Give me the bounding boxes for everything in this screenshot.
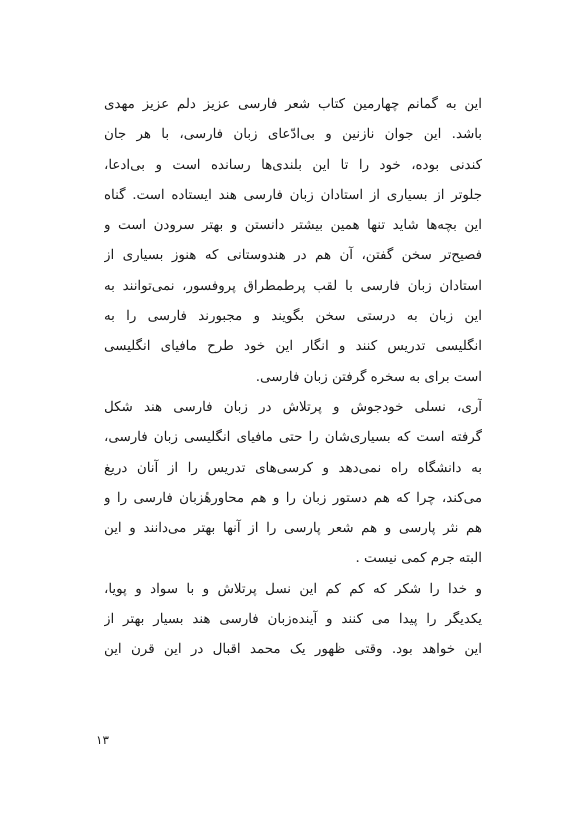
page-number: ۱۳ xyxy=(96,733,109,747)
text-line: البته جرم کمی نیست . xyxy=(355,551,482,567)
text-line: جلوتر از بسیاری از استادان زبان فارسی هند ایستاده است. گناه xyxy=(104,187,482,203)
text-line: کندنی بوده، خود را تا این بلندی‌ها رسانده است و بی‌ادعا، xyxy=(104,157,482,173)
text-line: یکدیگر را پیدا می کنند و آینده‌زبان فارسی هند بسیار بهتر از xyxy=(104,612,482,628)
text-line: این خواهد بود. وقتی ظهور یک محمد اقبال در این قرن این xyxy=(104,642,482,658)
text-line: گرفته است که بسیاری‌شان را حتی مافیای انگلیسی زبان فارسی، xyxy=(104,430,482,446)
text-line: این زبان به درستی سخن بگویند و مجبورند فارسی را به xyxy=(104,309,482,325)
paragraph-3 xyxy=(104,575,482,666)
text-line: استادان زبان فارسی با لقب پرطمطراق پروفسور، نمی‌توانند به xyxy=(104,278,482,294)
paragraph-1 xyxy=(104,90,482,393)
text-line: به دانشگاه راه نمی‌دهد و کرسی‌های تدریس را از آنان دریغ xyxy=(104,460,482,476)
text-line: باشد. این جوان نازنین و بی‌ادّعای زبان فارسی، با هر جان xyxy=(104,127,482,143)
text-line: این بچه‌ها شاید تنها همین بیشتر دانستن و بهتر سرودن است و xyxy=(104,218,482,234)
body-text xyxy=(104,90,482,666)
text-line: می‌کند، چرا که هم دستور زبان را و هم محاورهٔزبان فارسی را و xyxy=(104,490,482,506)
text-line: و خدا را شکر که کم کم این نسل پرتلاش و با سواد و پویا، xyxy=(104,581,482,597)
text-line: انگلیسی تدریس کنند و انگار این خود طرح مافیای انگلیسی xyxy=(104,339,482,355)
text-line: این به گمانم چهارمین کتاب شعر فارسی عزیز دلم عزیز مهدی xyxy=(104,97,482,112)
paragraph-2 xyxy=(104,393,482,575)
text-line: است برای به سخره گرفتن زبان فارسی. xyxy=(255,369,482,385)
text-line: آری، نسلی خودجوش و پرتلاش در زبان فارسی هند شکل xyxy=(104,399,482,415)
text-line: هم نثر پارسی و هم شعر پارسی را از آنها بهتر می‌دانند و این xyxy=(104,521,482,537)
text-line: فصیح‌تر سخن گفتن، آن هم در هندوستانی که هنوز بسیاری از xyxy=(104,248,482,264)
